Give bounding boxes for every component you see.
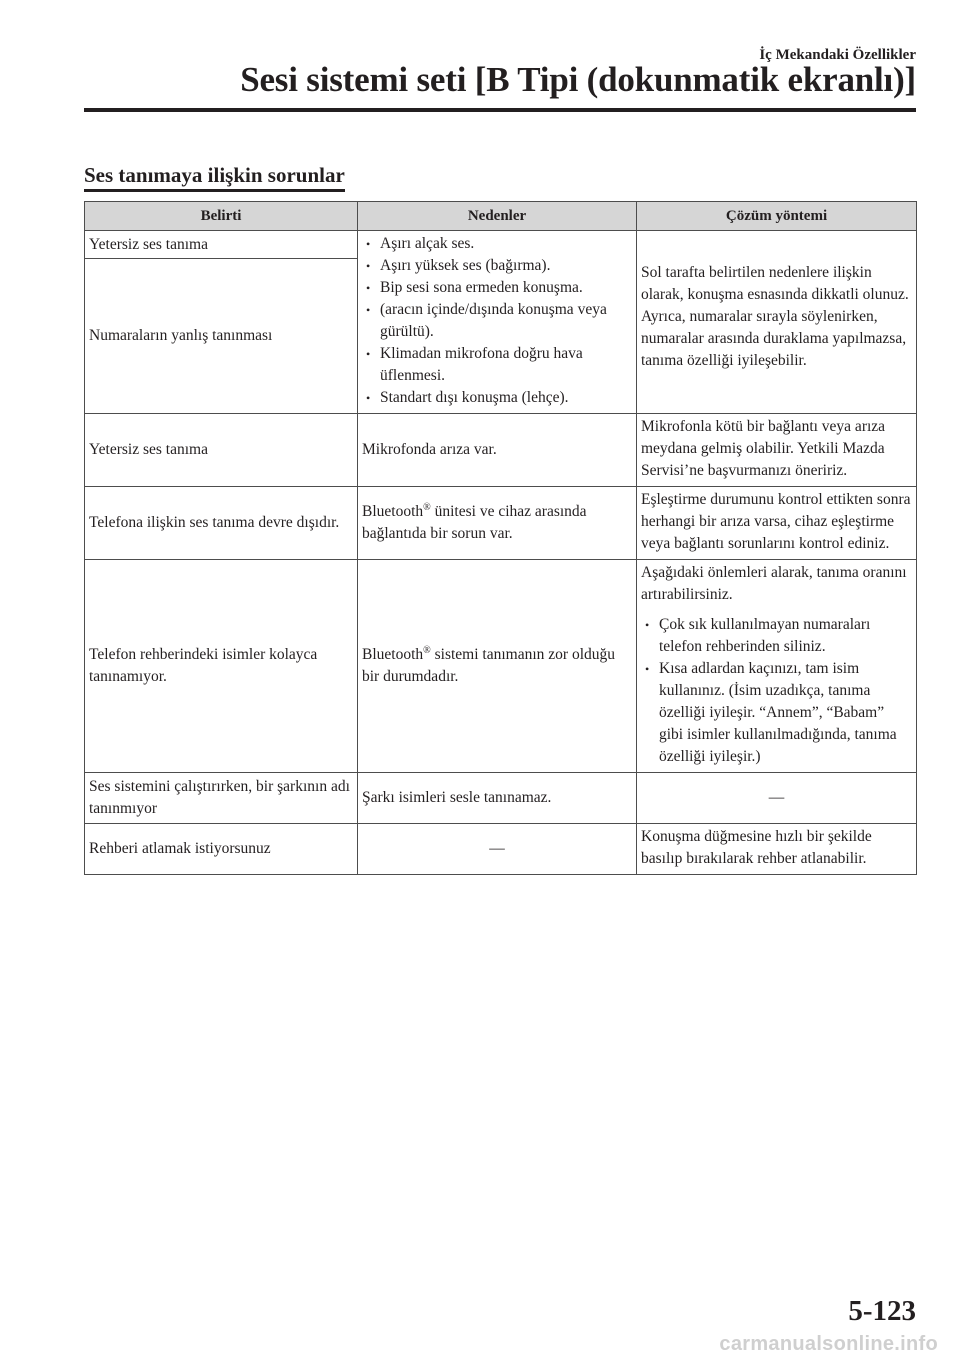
bluetooth-brand: Bluetooth (362, 503, 424, 520)
list-item: • Aşırı alçak ses. (362, 233, 632, 255)
solution-cell: Konuşma düğmesine hızlı bir şekilde basılıp bırakılarak rehber atlanabilir. (637, 824, 917, 875)
list-item: • Kısa adlardan kaçınızı, tam isim kullanınız. (İsim uzadıkça, tanıma özelliği iyileşir. “Annem”, “Babam” gibi isimler kullanılmadığında, tanıma özelliği iyileşir.) (641, 658, 912, 768)
table-row (85, 560, 917, 773)
section-header: İç Mekandaki Özellikler (759, 47, 916, 63)
solution-cell: Sol tarafta belirtilen nedenlere ilişkin olarak, konuşma esnasında dikkatli olunuz. Ayrıca, numaralar sırayla söylenirken, numaralar arasında duraklama yapılmazsa, tanıma özelliği iyileşebilir. (637, 231, 917, 414)
symptom-cell: Ses sistemini çalıştırırken, bir şarkının adı tanınmıyor (85, 773, 358, 824)
symptom-cell: Telefona ilişkin ses tanıma devre dışıdır. (85, 487, 358, 560)
list-item: • Aşırı yüksek ses (bağırma). (362, 255, 632, 277)
causes-cell (358, 231, 637, 414)
registered-mark: ® (423, 644, 431, 656)
solution-cell: — (637, 773, 917, 824)
solution-list (641, 614, 912, 768)
causes-list (362, 233, 632, 409)
cause-text: sistemi tanımanın zor olduğu bir durumdadır. (362, 646, 616, 685)
table-row (85, 824, 917, 875)
symptom-cell: Rehberi atlamak istiyorsunuz (85, 824, 358, 875)
solution-cell (637, 560, 917, 773)
column-header-solution: Çözüm yöntemi (637, 202, 917, 231)
registered-mark: ® (423, 501, 431, 513)
section-heading: Ses tanımaya ilişkin sorunlar (84, 163, 345, 192)
bluetooth-brand: Bluetooth (362, 646, 424, 663)
table-header-row (85, 202, 917, 231)
cause-cell: — (358, 824, 637, 875)
troubleshooting-table (84, 201, 917, 875)
cause-cell: Şarkı isimleri sesle tanınamaz. (358, 773, 637, 824)
table-row (85, 231, 917, 259)
solution-cell: Mikrofonla kötü bir bağlantı veya arıza meydana gelmiş olabilir. Yetkili Mazda Servisi’ne başvurmanızı öneririz. (637, 414, 917, 487)
symptom-cell: Yetersiz ses tanıma (85, 414, 358, 487)
list-item: • Çok sık kullanılmayan numaraları telefon rehberinden siliniz. (641, 614, 912, 658)
list-item: • Bip sesi sona ermeden konuşma. (362, 277, 632, 299)
cause-cell: Mikrofonda arıza var. (358, 414, 637, 487)
cause-text: ünitesi ve cihaz arasında bağlantıda bir sorun var. (362, 503, 587, 542)
cause-cell (358, 487, 637, 560)
table-row (85, 414, 917, 487)
page-number: 5-123 (848, 1295, 916, 1327)
list-item: • Standart dışı konuşma (lehçe). (362, 387, 632, 409)
header-rule (84, 108, 916, 112)
symptom-cell: Numaraların yanlış tanınması (85, 259, 358, 414)
symptom-cell: Telefon rehberindeki isimler kolayca tanınamıyor. (85, 560, 358, 773)
column-header-causes: Nedenler (358, 202, 637, 231)
cause-cell (358, 560, 637, 773)
symptom-cell: Yetersiz ses tanıma (85, 231, 358, 259)
list-item: • (aracın içinde/dışında konuşma veya gürültü). (362, 299, 632, 343)
column-header-symptom: Belirti (85, 202, 358, 231)
table-row (85, 773, 917, 824)
page-title: Sesi sistemi seti [B Tipi (dokunmatik ekranlı)] (240, 60, 916, 99)
list-item: • Klimadan mikrofona doğru hava üflenmesi. (362, 343, 632, 387)
table-row (85, 487, 917, 560)
solution-cell: Eşleştirme durumunu kontrol ettikten sonra herhangi bir arıza varsa, cihaz eşleştirme veya bağlantı sorunlarını kontrol ediniz. (637, 487, 917, 560)
solution-intro: Aşağıdaki önlemleri alarak, tanıma oranını artırabilirsiniz. (641, 564, 907, 603)
watermark: carmanualsonline.info (719, 1333, 938, 1355)
